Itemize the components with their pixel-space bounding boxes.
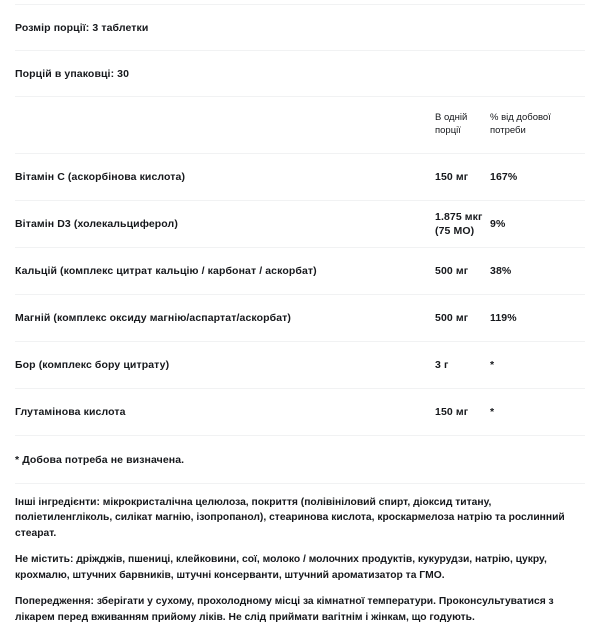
amount-lines xyxy=(435,405,490,419)
servings-per-container-row xyxy=(15,51,585,96)
supplement-facts-panel xyxy=(0,5,600,625)
amount-secondary: (75 МО) xyxy=(435,225,475,237)
table-row xyxy=(15,201,585,248)
amount-primary: 150 мг xyxy=(435,405,469,418)
column-header-amount-per-serving: В одній порції xyxy=(435,97,490,154)
column-header-daily-value: % від добової потреби xyxy=(490,97,585,154)
table-body xyxy=(15,154,585,484)
nutrition-facts-table xyxy=(15,96,585,484)
amount-primary: 500 мг xyxy=(435,311,469,324)
amount-primary: 150 мг xyxy=(435,170,469,183)
nutrient-name: Глутамінова кислота xyxy=(15,389,435,436)
nutrient-name: Вітамін D3 (холекальциферол) xyxy=(15,201,435,248)
table-row xyxy=(15,295,585,342)
amount-primary: 1.875 мкг xyxy=(435,210,483,223)
amount-lines xyxy=(435,358,490,372)
nutrient-daily-value: * xyxy=(490,342,585,389)
amount-lines xyxy=(435,264,490,278)
amount-lines xyxy=(435,170,490,184)
table-header xyxy=(15,97,585,154)
nutrient-daily-value: 38% xyxy=(490,248,585,295)
amount-primary: 500 мг xyxy=(435,264,469,277)
table-row xyxy=(15,342,585,389)
nutrient-amount xyxy=(435,154,490,201)
amount-primary: 3 г xyxy=(435,358,449,371)
servings-per-container-label: Порцій в упаковці: 30 xyxy=(15,67,130,80)
nutrient-daily-value: 167% xyxy=(490,154,585,201)
notes-section xyxy=(15,484,585,625)
other-ingredients-note: Інші інгредієнти: мікрокристалічна целюлоза, покриття (полівініловий спирт, діоксид титану, поліетиленгліколь, силікат магнію, ізопропанол), стеаринова кислота, кроскармелоза натрію та рослинний стеарат. xyxy=(15,497,565,539)
daily-value-footnote: * Добова потреба не визначена. xyxy=(15,436,585,484)
nutrient-name: Магній (комплекс оксиду магнію/аспартат/аскорбат) xyxy=(15,295,435,342)
nutrient-amount xyxy=(435,342,490,389)
table-row xyxy=(15,248,585,295)
amount-lines xyxy=(435,210,490,238)
nutrient-name: Бор (комплекс бору цитрату) xyxy=(15,342,435,389)
nutrient-name: Вітамін С (аскорбінова кислота) xyxy=(15,154,435,201)
table-row xyxy=(15,154,585,201)
serving-size-row xyxy=(15,5,585,50)
table-row xyxy=(15,389,585,436)
table-header-row xyxy=(15,97,585,154)
free-from-note: Не містить: дріжджів, пшениці, клейковини, сої, молоко / молочних продуктів, кукурудзи, натрію, цукру, крохмалю, штучних барвників, штучні консерванти, штучний ароматизатор та ГМО. xyxy=(15,554,547,581)
nutrient-amount xyxy=(435,295,490,342)
nutrient-amount xyxy=(435,201,490,248)
nutrient-name: Кальцій (комплекс цитрат кальцію / карбонат / аскорбат) xyxy=(15,248,435,295)
serving-size-label: Розмір порції: 3 таблетки xyxy=(15,21,149,34)
warning-note: Попередження: зберігати у сухому, прохолодному місці за кімнатної температури. Проконсультуватися з лікарем перед вживанням прийому ліків. Не слід приймати вагітнім і жінкам, що годують. xyxy=(15,596,554,623)
nutrient-daily-value: 119% xyxy=(490,295,585,342)
table-footnote-row xyxy=(15,436,585,484)
column-header-nutrient xyxy=(15,97,435,154)
nutrient-amount xyxy=(435,389,490,436)
nutrient-amount xyxy=(435,248,490,295)
amount-lines xyxy=(435,311,490,325)
nutrient-daily-value: * xyxy=(490,389,585,436)
nutrient-daily-value: 9% xyxy=(490,201,585,248)
